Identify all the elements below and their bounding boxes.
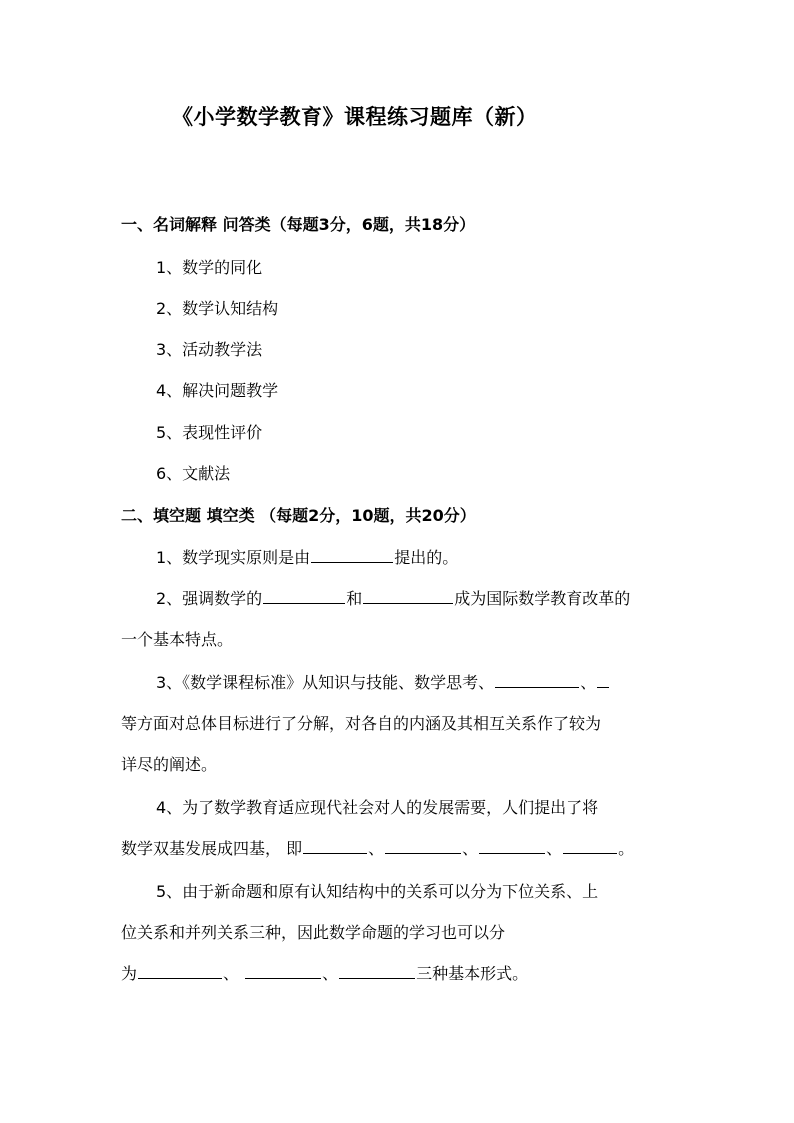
question-3: [156, 670, 610, 693]
answer-blank[interactable]: [479, 839, 545, 854]
question-4-continuation: [121, 836, 634, 859]
section-heading-fill-in: 二、填空题 填空类 （每题2分，10题，共20分）: [121, 506, 476, 525]
answer-blank[interactable]: [138, 964, 222, 979]
question-3-continuation: 详尽的阐述。: [121, 755, 218, 774]
answer-blank[interactable]: [303, 839, 367, 854]
question-5-continuation: [121, 961, 528, 984]
question-text: 、: [580, 673, 597, 692]
answer-blank[interactable]: [311, 548, 393, 563]
separator: 、: [322, 964, 339, 983]
answer-blank[interactable]: [495, 673, 579, 688]
question-2-continuation: 一个基本特点。: [121, 630, 234, 649]
list-item: 2、数学认知结构: [156, 299, 279, 318]
question-text: 1、数学现实原则是由: [156, 548, 311, 567]
list-item: 3、活动教学法: [156, 340, 263, 359]
question-text: 2、强调数学的: [156, 589, 263, 608]
question-5: 5、由于新命题和原有认知结构中的关系可以分为下位关系、上: [156, 882, 599, 901]
question-text: 提出的。: [394, 548, 459, 567]
question-text: 成为国际数学教育改革的: [454, 589, 631, 608]
document-title: 《小学数学教育》课程练习题库（新）: [172, 105, 538, 129]
separator: 、: [223, 964, 245, 983]
answer-blank[interactable]: [563, 839, 617, 854]
question-text: 3、《数学课程标准》从知识与技能、数学思考、: [156, 673, 495, 692]
answer-blank[interactable]: [385, 839, 461, 854]
list-item: 4、解决问题教学: [156, 381, 279, 400]
question-5-continuation: 位关系和并列关系三种，因此数学命题的学习也可以分: [121, 923, 506, 942]
separator: 。: [618, 839, 635, 858]
question-1: [156, 545, 458, 568]
separator: 、: [368, 839, 385, 858]
question-3-continuation: 等方面对总体目标进行了分解，对各自的内涵及其相互关系作了较为: [121, 714, 602, 733]
list-item: 1、数学的同化: [156, 258, 263, 277]
question-4: 4、为了数学教育适应现代社会对人的发展需要，人们提出了将: [156, 798, 599, 817]
answer-blank[interactable]: [363, 589, 453, 604]
answer-blank[interactable]: [339, 964, 415, 979]
separator: 、: [546, 839, 563, 858]
question-text: 三种基本形式。: [416, 964, 529, 983]
question-text: 数学双基发展成四基， 即: [121, 839, 303, 858]
section-heading-definitions: 一、名词解释 问答类（每题3分，6题，共18分）: [121, 215, 476, 234]
answer-blank[interactable]: [245, 964, 321, 979]
question-text: 和: [346, 589, 363, 608]
separator: 、: [462, 839, 479, 858]
answer-blank[interactable]: [263, 589, 345, 604]
list-item: 6、文献法: [156, 464, 231, 483]
question-text: 为: [121, 964, 138, 983]
answer-blank[interactable]: [597, 673, 609, 688]
question-2: [156, 586, 630, 609]
list-item: 5、表现性评价: [156, 423, 263, 442]
